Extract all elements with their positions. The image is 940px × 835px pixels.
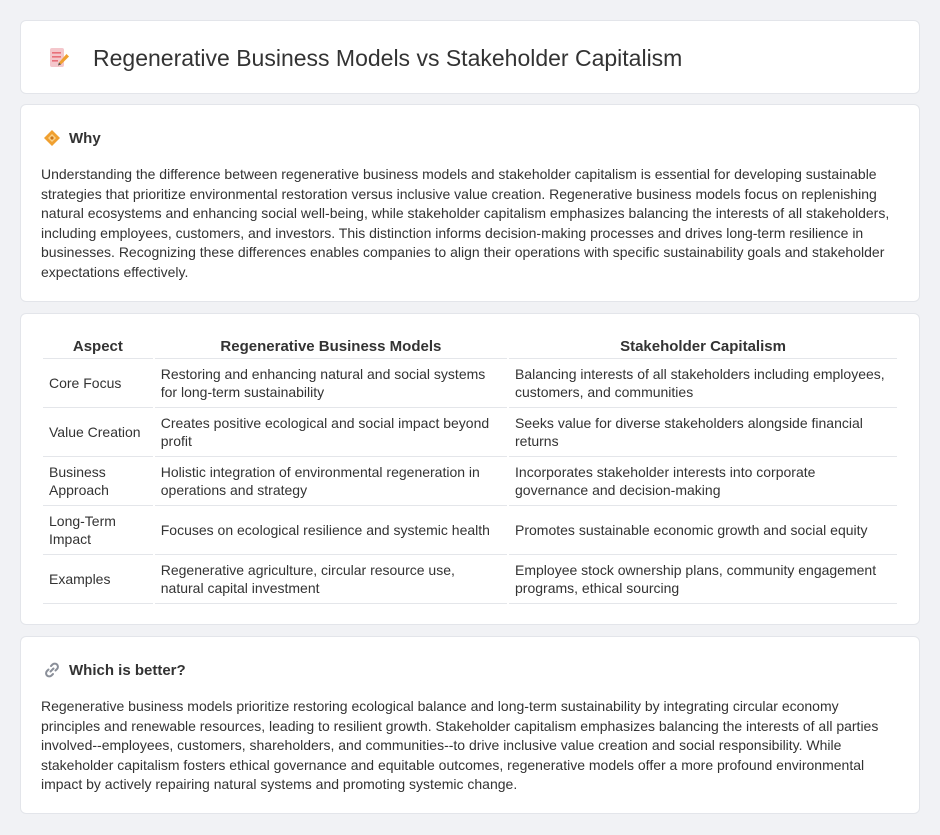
column-header-stakeholder: Stakeholder Capitalism (509, 335, 897, 359)
comparison-section (20, 313, 920, 625)
aspect-cell: Long-Term Impact (43, 506, 153, 555)
aspect-cell: Examples (43, 555, 153, 604)
table-row (43, 506, 897, 555)
link-icon (43, 661, 61, 679)
regenerative-cell: Focuses on ecological resilience and systemic health (155, 506, 507, 555)
stakeholder-cell: Employee stock ownership plans, community engagement programs, ethical sourcing (509, 555, 897, 604)
table-row (43, 408, 897, 457)
stakeholder-cell: Balancing interests of all stakeholders including employees, customers, and communities (509, 359, 897, 408)
aspect-cell: Core Focus (43, 359, 153, 408)
table-header-row (43, 335, 897, 359)
better-heading-row (43, 660, 186, 680)
page-title: Regenerative Business Models vs Stakeholder Capitalism (93, 45, 683, 71)
table-row (43, 555, 897, 604)
regenerative-cell: Holistic integration of environmental regeneration in operations and strategy (155, 457, 507, 506)
why-heading-row (43, 128, 101, 148)
regenerative-cell: Regenerative agriculture, circular resource use, natural capital investment (155, 555, 507, 604)
stakeholder-cell: Promotes sustainable economic growth and social equity (509, 506, 897, 555)
which-is-better-section (20, 636, 920, 814)
regenerative-cell: Creates positive ecological and social impact beyond profit (155, 408, 507, 457)
aspect-cell: Value Creation (43, 408, 153, 457)
better-paragraph: Regenerative business models prioritize restoring ecological balance and long-term sustainability by integrating circular economy principles and renewable resources, leading to resilient growth. Stakeholder capitalism emphasizes balancing the interests of all parties involved--employees, customers, shareholders, and communities--to drive inclusive value creation and social responsibility. While stakeholder capitalism fosters ethical governance and equitable outcomes, regenerative models offer a more profound environmental impact by actively repairing natural systems and promoting systemic change. (41, 698, 879, 793)
table-row (43, 457, 897, 506)
comparison-table (41, 335, 899, 604)
regenerative-cell: Restoring and enhancing natural and social systems for long-term sustainability (155, 359, 507, 408)
title-card (20, 20, 920, 94)
column-header-regenerative: Regenerative Business Models (155, 335, 507, 359)
why-section (20, 104, 920, 302)
why-heading: Why (69, 129, 101, 147)
table-row (43, 359, 897, 408)
diamond-icon (43, 129, 61, 147)
aspect-cell: Business Approach (43, 457, 153, 506)
why-paragraph: Understanding the difference between regenerative business models and stakeholder capitalism is essential for developing sustainable strategies that prioritize environmental restoration versus inclusive value creation. Regenerative business models focus on replenishing natural ecosystems and enhancing social well-being, while stakeholder capitalism emphasizes balancing the interests of all stakeholders, including employees, customers, and investors. This distinction informs decision-making processes and drives long-term resilience in businesses. Recognizing these differences enables companies to align their operations with specific sustainability goals and stakeholder expectations effectively. (41, 166, 890, 280)
stakeholder-cell: Seeks value for diverse stakeholders alongside financial returns (509, 408, 897, 457)
better-heading: Which is better? (69, 661, 186, 679)
column-header-aspect: Aspect (43, 335, 153, 359)
document-pen-icon (47, 46, 71, 70)
stakeholder-cell: Incorporates stakeholder interests into corporate governance and decision-making (509, 457, 897, 506)
